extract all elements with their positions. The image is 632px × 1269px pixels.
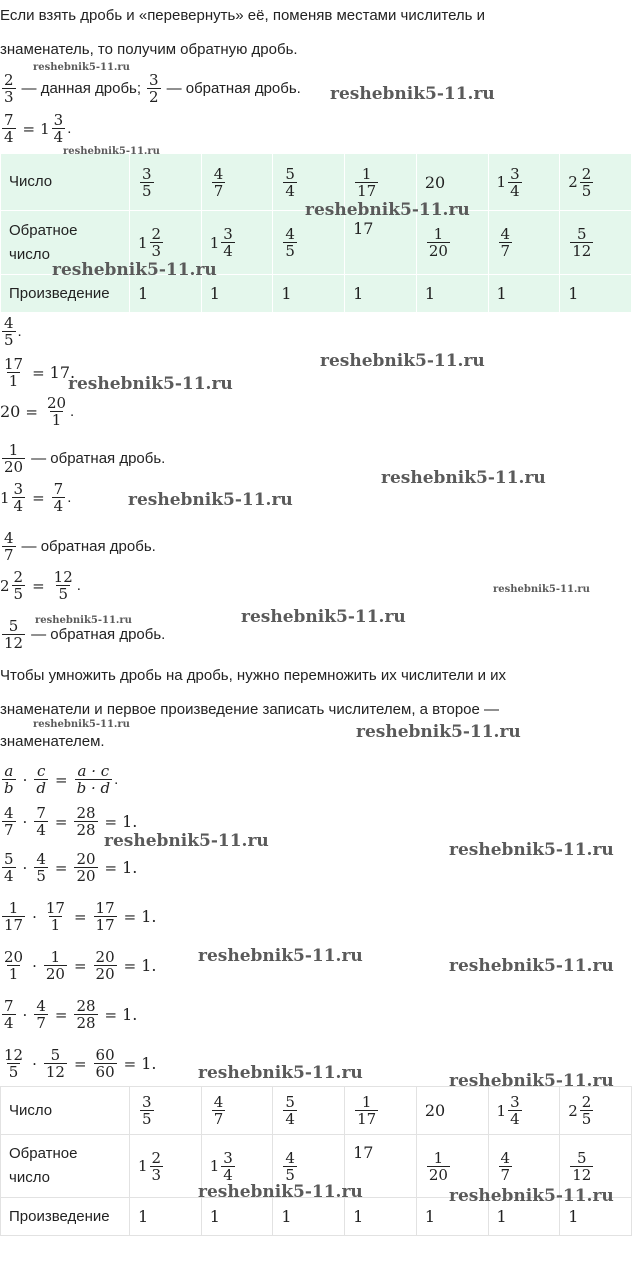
- watermark: reshebnik5-11.ru: [198, 1182, 363, 1202]
- equation-product-6: $\frac{12}{5}$ · $\frac{5}{12}$ = $\frac{60}{60}$ = 1.: [4, 1046, 157, 1081]
- intro-line-1: Если взять дробь и «перевернуть» её, поменяв местами числитель и: [0, 7, 486, 24]
- equation-2-2-5: 2 $\frac{2}{5}$ = $\frac{12}{5}$ .: [0, 568, 81, 603]
- watermark: reshebnik5-11.ru: [68, 374, 233, 394]
- inverse-4-7: $\frac{4}{7}$ — обратная дробь.: [4, 529, 156, 564]
- watermark: reshebnik5-11.ru: [52, 260, 217, 280]
- watermark: reshebnik5-11.ru: [104, 831, 269, 851]
- equation-product-1: $\frac{4}{7}$ · $\frac{7}{4}$ = $\frac{28}{28}$ = 1.: [4, 804, 138, 839]
- equation-product-5: $\frac{7}{4}$ · $\frac{4}{7}$ = $\frac{28}{28}$ = 1.: [4, 997, 138, 1032]
- inverse-4-5: $\frac{4}{5}$ .: [4, 314, 22, 349]
- watermark: reshebnik5-11.ru: [35, 615, 132, 626]
- table-row-product: Произведение 1 1 1 1 1 1 1: [1, 275, 632, 313]
- inverse-1-20: $\frac{1}{20}$ — обратная дробь.: [4, 441, 166, 476]
- given-fraction-line: $\frac{2}{3}$ — данная дробь; $\frac{3}{2}$ — обратная дробь.: [4, 71, 301, 106]
- table-row-inverse: Обратное число 1 $\frac{2}{3}$ 1 $\frac{3}{4}$ $\frac{4}{5}$ 17 $\frac{1}{20}$ $\frac{4}{7}$ $\frac{5}{12}$: [1, 1135, 632, 1198]
- watermark: reshebnik5-11.ru: [198, 1063, 363, 1083]
- inverse-table-plain: [0, 1086, 632, 1236]
- inverse-5-12: $\frac{5}{12}$ — обратная дробь.: [4, 617, 166, 652]
- rule-line-2: знаменатели и первое произведение записать числителем, а второе —: [0, 701, 500, 718]
- given-inverse-label: — обратная дробь.: [166, 80, 301, 97]
- row-label-inverse: Обратное число: [1, 211, 130, 275]
- watermark: reshebnik5-11.ru: [449, 1071, 614, 1091]
- row-label-number: Число: [1, 154, 130, 211]
- watermark: reshebnik5-11.ru: [493, 584, 590, 595]
- equation-20: 20 = $\frac{20}{1}$ .: [0, 394, 75, 429]
- table-row-product: Произведение 1 1 1 1 1 1 1: [1, 1198, 632, 1236]
- equation-7-4: $\frac{7}{4}$ = 1 $\frac{3}{4}$ .: [4, 111, 72, 146]
- equation-product-3: $\frac{1}{17}$ · $\frac{17}{1}$ = $\frac{17}{17}$ = 1.: [4, 899, 157, 934]
- rule-line-3: знаменателем.: [0, 733, 105, 750]
- equation-17: $\frac{17}{1}$ = 17.: [4, 355, 76, 390]
- watermark: reshebnik5-11.ru: [198, 946, 363, 966]
- equation-1-3-4: 1 $\frac{3}{4}$ = $\frac{7}{4}$ .: [0, 480, 72, 515]
- watermark: reshebnik5-11.ru: [305, 200, 470, 220]
- watermark: reshebnik5-11.ru: [33, 62, 130, 73]
- table-row-number: Число $\frac{3}{5}$ $\frac{4}{7}$ $\frac{5}{4}$ $\frac{1}{17}$ 20 1 $\frac{3}{4}$ 2 $\frac{2}{5}$: [1, 154, 632, 211]
- row-label-product: Произведение: [1, 275, 130, 313]
- table-row-number: Число $\frac{3}{5}$ $\frac{4}{7}$ $\frac{5}{4}$ $\frac{1}{17}$ 20 1 $\frac{3}{4}$ 2 $\frac{2}{5}$: [1, 1087, 632, 1135]
- given-label: — данная дробь;: [21, 80, 142, 97]
- watermark: reshebnik5-11.ru: [320, 351, 485, 371]
- rule-line-1: Чтобы умножить дробь на дробь, нужно перемножить их числители и их: [0, 667, 507, 684]
- watermark: reshebnik5-11.ru: [128, 490, 293, 510]
- intro-line-2: знаменатель, то получим обратную дробь.: [0, 41, 298, 58]
- watermark: reshebnik5-11.ru: [241, 607, 406, 627]
- inverse-table-green: [0, 153, 632, 313]
- equation-product-4: $\frac{20}{1}$ · $\frac{1}{20}$ = $\frac{20}{20}$ = 1.: [4, 948, 157, 983]
- watermark: reshebnik5-11.ru: [33, 719, 130, 730]
- watermark: reshebnik5-11.ru: [449, 1186, 614, 1206]
- table-row-inverse: Обратное число 1 $\frac{2}{3}$ 1 $\frac{3}{4}$ $\frac{4}{5}$ 17 $\frac{1}{20}$ $\frac{4}{7}$ $\frac{5}{12}$: [1, 211, 632, 275]
- watermark: reshebnik5-11.ru: [449, 840, 614, 860]
- watermark: reshebnik5-11.ru: [63, 146, 160, 157]
- equation-product-2: $\frac{5}{4}$ · $\frac{4}{5}$ = $\frac{20}{20}$ = 1.: [4, 850, 138, 885]
- watermark: reshebnik5-11.ru: [449, 956, 614, 976]
- equation-general: $\frac{a}{b}$ · $\frac{c}{d}$ = $\frac{a \cdot c}{b \cdot d}$ .: [4, 762, 119, 797]
- watermark: reshebnik5-11.ru: [381, 468, 546, 488]
- watermark: reshebnik5-11.ru: [356, 722, 521, 742]
- watermark: reshebnik5-11.ru: [330, 84, 495, 104]
